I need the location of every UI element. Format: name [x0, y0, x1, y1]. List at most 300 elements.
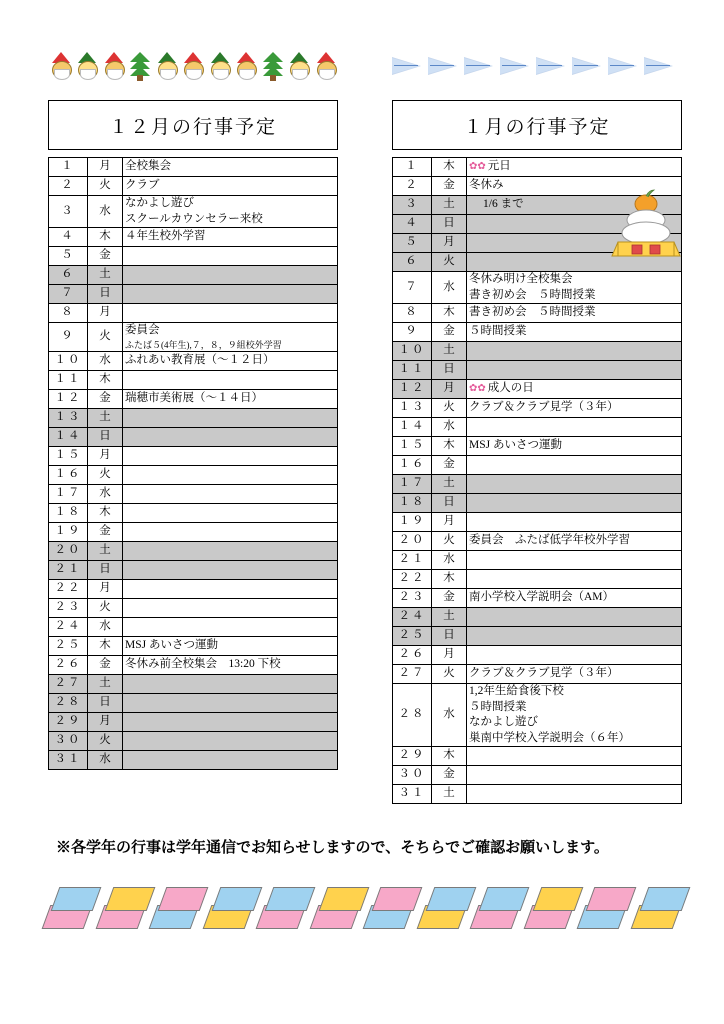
event-cell	[467, 747, 682, 766]
day-number-cell: １５	[393, 437, 432, 456]
table-row	[393, 234, 682, 253]
day-number-cell: １９	[393, 513, 432, 532]
event-cell	[467, 323, 682, 342]
table-row	[49, 522, 338, 541]
footer-note: ※各学年の行事は学年通信でお知らせしますので、そちらでご確認お願いします。	[56, 839, 609, 856]
paper-airplane-icon	[464, 54, 496, 78]
table-row	[49, 731, 338, 750]
table-row	[393, 766, 682, 785]
event-cell	[123, 579, 338, 598]
table-row	[393, 158, 682, 177]
event-subtext: ふたば５(4年生),７，８，９組校外学習	[125, 339, 282, 350]
table-row	[393, 627, 682, 646]
event-cell	[467, 589, 682, 608]
table-row	[393, 475, 682, 494]
weekday-cell: 土	[432, 608, 467, 627]
weekday-cell: 土	[432, 475, 467, 494]
santa-icon	[313, 51, 338, 81]
event-cell	[123, 158, 338, 177]
event-cell	[123, 427, 338, 446]
table-row	[393, 551, 682, 570]
book-icon	[153, 885, 205, 931]
table-row	[393, 456, 682, 475]
weekday-cell: 金	[432, 456, 467, 475]
weekday-cell: 月	[432, 380, 467, 399]
weekday-cell: 日	[88, 427, 123, 446]
january-title: １月の行事予定	[392, 100, 682, 150]
day-number-cell: １１	[393, 361, 432, 380]
table-row	[49, 750, 338, 769]
event-cell	[467, 646, 682, 665]
day-number-cell: ２４	[393, 608, 432, 627]
book-icon	[260, 885, 312, 931]
weekday-cell: 月	[432, 234, 467, 253]
weekday-cell: 土	[432, 342, 467, 361]
table-row	[393, 513, 682, 532]
table-row	[393, 608, 682, 627]
event-text: クラブ＆クラブ見学（３年）	[469, 667, 619, 680]
event-cell	[123, 228, 338, 247]
table-row	[393, 196, 682, 215]
table-row	[393, 342, 682, 361]
weekday-cell: 木	[88, 503, 123, 522]
day-number-cell: １６	[49, 465, 88, 484]
santa-tree-border	[48, 48, 338, 84]
event-cell	[123, 177, 338, 196]
table-row	[393, 570, 682, 589]
weekday-cell: 火	[432, 253, 467, 272]
event-cell	[123, 541, 338, 560]
table-row	[49, 598, 338, 617]
book-icon	[635, 885, 687, 931]
santa-icon	[154, 51, 179, 81]
event-cell	[123, 304, 338, 323]
weekday-cell: 月	[88, 712, 123, 731]
event-cell	[467, 418, 682, 437]
day-number-cell: ５	[393, 234, 432, 253]
event-cell	[467, 399, 682, 418]
event-cell	[123, 247, 338, 266]
event-cell	[467, 304, 682, 323]
table-row	[49, 427, 338, 446]
event-text: なかよし遊び	[125, 197, 194, 209]
event-cell	[123, 693, 338, 712]
event-text: クラブ＆クラブ見学（３年）	[469, 401, 619, 414]
day-number-cell: ２	[393, 177, 432, 196]
event-text: MSJ あいさつ運動	[469, 439, 562, 452]
table-row	[49, 323, 338, 352]
day-number-cell: １８	[393, 494, 432, 513]
table-row	[49, 408, 338, 427]
january-schedule-table	[392, 157, 682, 804]
weekday-cell: 月	[432, 513, 467, 532]
santa-icon	[233, 51, 258, 81]
book-icon	[474, 885, 526, 931]
event-cell	[467, 684, 682, 747]
day-number-cell: ２７	[393, 665, 432, 684]
weekday-cell: 火	[432, 665, 467, 684]
day-number-cell: ２０	[393, 532, 432, 551]
event-text: なかよし遊び	[469, 716, 538, 729]
event-text: ✿✿ 元日	[469, 160, 511, 173]
weekday-cell: 火	[88, 731, 123, 750]
weekday-cell: 水	[432, 272, 467, 304]
weekday-cell: 月	[432, 646, 467, 665]
weekday-cell: 水	[432, 551, 467, 570]
table-row	[393, 665, 682, 684]
weekday-cell: 金	[88, 247, 123, 266]
day-number-cell: １１	[49, 370, 88, 389]
weekday-cell: 金	[88, 522, 123, 541]
table-row	[49, 674, 338, 693]
table-row	[393, 177, 682, 196]
day-number-cell: ４	[393, 215, 432, 234]
paper-airplane-icon	[536, 54, 568, 78]
weekday-cell: 火	[88, 323, 123, 352]
book-icon	[100, 885, 152, 931]
day-number-cell: ６	[393, 253, 432, 272]
day-number-cell: ３０	[49, 731, 88, 750]
day-number-cell: ３０	[393, 766, 432, 785]
event-text: ４年生校外学習	[125, 230, 206, 243]
day-number-cell: １２	[393, 380, 432, 399]
weekday-cell: 木	[432, 158, 467, 177]
table-row	[393, 437, 682, 456]
paper-airplane-icon	[572, 54, 604, 78]
book-icon	[207, 885, 259, 931]
table-row	[49, 693, 338, 712]
event-text: クラブ	[125, 179, 160, 192]
day-number-cell: ８	[49, 304, 88, 323]
table-row	[393, 494, 682, 513]
day-number-cell: １０	[49, 351, 88, 370]
event-cell	[123, 503, 338, 522]
event-cell	[467, 380, 682, 399]
table-row	[49, 389, 338, 408]
day-number-cell: ３１	[49, 750, 88, 769]
day-number-cell: ２４	[49, 617, 88, 636]
table-row	[49, 304, 338, 323]
table-row	[49, 351, 338, 370]
event-cell	[467, 158, 682, 177]
event-cell	[123, 655, 338, 674]
december-title: １２月の行事予定	[48, 100, 338, 150]
weekday-cell: 金	[432, 766, 467, 785]
weekday-cell: 木	[432, 747, 467, 766]
weekday-cell: 土	[88, 541, 123, 560]
event-cell	[123, 285, 338, 304]
event-text: 冬休み前全校集会 13:20 下校	[125, 657, 281, 670]
santa-icon	[286, 51, 311, 81]
weekday-cell: 木	[88, 370, 123, 389]
book-icon	[46, 885, 98, 931]
day-number-cell: ４	[49, 228, 88, 247]
book-icon	[314, 885, 366, 931]
day-number-cell: ２２	[393, 570, 432, 589]
day-number-cell: ７	[49, 285, 88, 304]
weekday-cell: 土	[88, 674, 123, 693]
event-cell	[123, 484, 338, 503]
day-number-cell: ２	[49, 177, 88, 196]
event-cell	[467, 766, 682, 785]
day-number-cell: ９	[393, 323, 432, 342]
weekday-cell: 火	[88, 598, 123, 617]
event-text: ✿✿ 成人の日	[469, 382, 534, 395]
day-number-cell: １８	[49, 503, 88, 522]
weekday-cell: 水	[88, 617, 123, 636]
event-cell	[467, 627, 682, 646]
december-schedule-block	[48, 100, 338, 770]
book-border	[46, 878, 686, 938]
event-cell	[467, 513, 682, 532]
weekday-cell: 土	[88, 408, 123, 427]
weekday-cell: 水	[88, 196, 123, 228]
event-text: 全校集会	[125, 160, 171, 173]
december-schedule-table	[48, 157, 338, 770]
day-number-cell: ２１	[49, 560, 88, 579]
weekday-cell: 日	[88, 285, 123, 304]
paper-airplane-icon	[392, 54, 424, 78]
event-text: 書き初め会 ５時間授業	[469, 306, 596, 319]
event-text: ふれあい教育展（〜１２日）	[125, 353, 275, 366]
weekday-cell: 木	[432, 570, 467, 589]
day-number-cell: ２５	[49, 636, 88, 655]
table-row	[393, 361, 682, 380]
event-cell	[123, 323, 338, 352]
table-row	[49, 196, 338, 228]
event-cell	[467, 196, 682, 215]
event-cell	[467, 177, 682, 196]
event-cell	[467, 456, 682, 475]
january-schedule-block	[392, 100, 682, 804]
event-cell	[123, 351, 338, 370]
table-row	[49, 158, 338, 177]
day-number-cell: １０	[393, 342, 432, 361]
table-row	[49, 636, 338, 655]
day-number-cell: ２６	[49, 655, 88, 674]
weekday-cell: 水	[432, 418, 467, 437]
weekday-cell: 月	[88, 158, 123, 177]
event-text: 委員会	[125, 324, 160, 337]
table-row	[393, 215, 682, 234]
event-cell	[467, 785, 682, 804]
table-row	[393, 399, 682, 418]
event-text: 1/6 まで	[483, 198, 524, 211]
event-cell	[123, 617, 338, 636]
table-row	[49, 446, 338, 465]
table-row	[49, 560, 338, 579]
event-text: ５時間授業	[469, 325, 527, 338]
weekday-cell: 火	[88, 177, 123, 196]
day-number-cell: １４	[393, 418, 432, 437]
weekday-cell: 金	[432, 589, 467, 608]
santa-icon	[180, 51, 205, 81]
table-row	[393, 785, 682, 804]
day-number-cell: １３	[393, 399, 432, 418]
table-row	[393, 589, 682, 608]
event-cell	[123, 636, 338, 655]
table-row	[49, 503, 338, 522]
day-number-cell: １７	[49, 484, 88, 503]
day-number-cell: ２１	[393, 551, 432, 570]
weekday-cell: 木	[432, 304, 467, 323]
event-text: ５時間授業	[469, 700, 527, 713]
event-cell	[467, 342, 682, 361]
table-row	[393, 747, 682, 766]
event-cell	[467, 272, 682, 304]
weekday-cell: 土	[88, 266, 123, 285]
weekday-cell: 金	[432, 323, 467, 342]
day-number-cell: １９	[49, 522, 88, 541]
event-text: MSJ あいさつ運動	[125, 638, 218, 651]
day-number-cell: １	[393, 158, 432, 177]
table-row	[49, 247, 338, 266]
day-number-cell: ６	[49, 266, 88, 285]
weekday-cell: 水	[432, 684, 467, 747]
event-cell	[123, 560, 338, 579]
weekday-cell: 木	[88, 228, 123, 247]
table-row	[49, 484, 338, 503]
event-text: スクールカウンセラー来校	[125, 212, 263, 225]
table-row	[49, 285, 338, 304]
table-row	[49, 177, 338, 196]
event-text: 冬休み	[469, 179, 504, 192]
event-cell	[123, 446, 338, 465]
weekday-cell: 木	[88, 636, 123, 655]
weekday-cell: 月	[88, 579, 123, 598]
weekday-cell: 金	[432, 177, 467, 196]
weekday-cell: 水	[88, 351, 123, 370]
event-cell	[123, 266, 338, 285]
event-cell	[467, 665, 682, 684]
table-row	[393, 684, 682, 747]
table-row	[393, 272, 682, 304]
table-row	[393, 380, 682, 399]
weekday-cell: 水	[88, 750, 123, 769]
day-number-cell: ２７	[49, 674, 88, 693]
paper-airplane-border	[392, 48, 682, 84]
day-number-cell: １４	[49, 427, 88, 446]
weekday-cell: 日	[432, 361, 467, 380]
day-number-cell: ２８	[393, 684, 432, 747]
paper-airplane-icon	[608, 54, 640, 78]
day-number-cell: ２８	[49, 693, 88, 712]
event-cell	[123, 712, 338, 731]
day-number-cell: １７	[393, 475, 432, 494]
santa-icon	[48, 51, 73, 81]
day-number-cell: １５	[49, 446, 88, 465]
day-number-cell: ７	[393, 272, 432, 304]
santa-icon	[74, 51, 99, 81]
event-text: 書き初め会 ５時間授業	[469, 288, 596, 301]
holiday-flower-icon: ✿✿	[469, 161, 486, 173]
table-row	[49, 266, 338, 285]
event-text: 巣南中学校入学説明会（６年）	[469, 731, 630, 744]
event-cell	[467, 532, 682, 551]
event-text: 南小学校入学説明会（AM）	[469, 591, 615, 604]
table-row	[49, 228, 338, 247]
event-cell	[467, 234, 682, 253]
event-cell	[123, 522, 338, 541]
event-text: 瑞穂市美術展（〜１４日）	[125, 391, 263, 404]
event-text: 冬休み明け全校集会	[469, 273, 573, 285]
event-cell	[467, 551, 682, 570]
event-cell	[467, 494, 682, 513]
event-cell	[467, 253, 682, 272]
weekday-cell: 日	[432, 627, 467, 646]
day-number-cell: ３	[393, 196, 432, 215]
event-cell	[123, 674, 338, 693]
weekday-cell: 火	[432, 399, 467, 418]
day-number-cell: ２３	[49, 598, 88, 617]
paper-airplane-icon	[500, 54, 532, 78]
day-number-cell: ２０	[49, 541, 88, 560]
event-text: 委員会 ふたば低学年校外学習	[469, 534, 630, 547]
table-row	[393, 532, 682, 551]
paper-airplane-icon	[644, 54, 676, 78]
event-cell	[123, 196, 338, 228]
day-number-cell: ２９	[49, 712, 88, 731]
table-row	[49, 465, 338, 484]
christmas-tree-icon	[260, 51, 285, 81]
event-cell	[123, 389, 338, 408]
book-icon	[421, 885, 473, 931]
santa-icon	[207, 51, 232, 81]
event-cell	[467, 608, 682, 627]
event-cell	[467, 475, 682, 494]
day-number-cell: ２３	[393, 589, 432, 608]
weekday-cell: 土	[432, 196, 467, 215]
day-number-cell: ９	[49, 323, 88, 352]
table-row	[49, 370, 338, 389]
day-number-cell: １３	[49, 408, 88, 427]
weekday-cell: 日	[88, 560, 123, 579]
table-row	[49, 712, 338, 731]
table-row	[49, 579, 338, 598]
event-cell	[467, 361, 682, 380]
weekday-cell: 月	[88, 304, 123, 323]
table-row	[49, 655, 338, 674]
event-cell	[123, 370, 338, 389]
day-number-cell: １	[49, 158, 88, 177]
table-row	[393, 304, 682, 323]
book-icon	[367, 885, 419, 931]
event-cell	[467, 570, 682, 589]
event-cell	[123, 408, 338, 427]
event-text: 1,2年生給食後下校	[469, 685, 564, 698]
weekday-cell: 日	[88, 693, 123, 712]
event-cell	[123, 598, 338, 617]
day-number-cell: １６	[393, 456, 432, 475]
weekday-cell: 土	[432, 785, 467, 804]
event-cell	[467, 215, 682, 234]
paper-airplane-icon	[428, 54, 460, 78]
weekday-cell: 水	[88, 484, 123, 503]
weekday-cell: 日	[432, 494, 467, 513]
day-number-cell: ２５	[393, 627, 432, 646]
day-number-cell: ２２	[49, 579, 88, 598]
santa-icon	[101, 51, 126, 81]
day-number-cell: １２	[49, 389, 88, 408]
book-icon	[528, 885, 580, 931]
day-number-cell: ３１	[393, 785, 432, 804]
weekday-cell: 火	[88, 465, 123, 484]
christmas-tree-icon	[127, 51, 152, 81]
day-number-cell: ３	[49, 196, 88, 228]
weekday-cell: 金	[88, 655, 123, 674]
table-row	[49, 617, 338, 636]
event-cell	[123, 731, 338, 750]
